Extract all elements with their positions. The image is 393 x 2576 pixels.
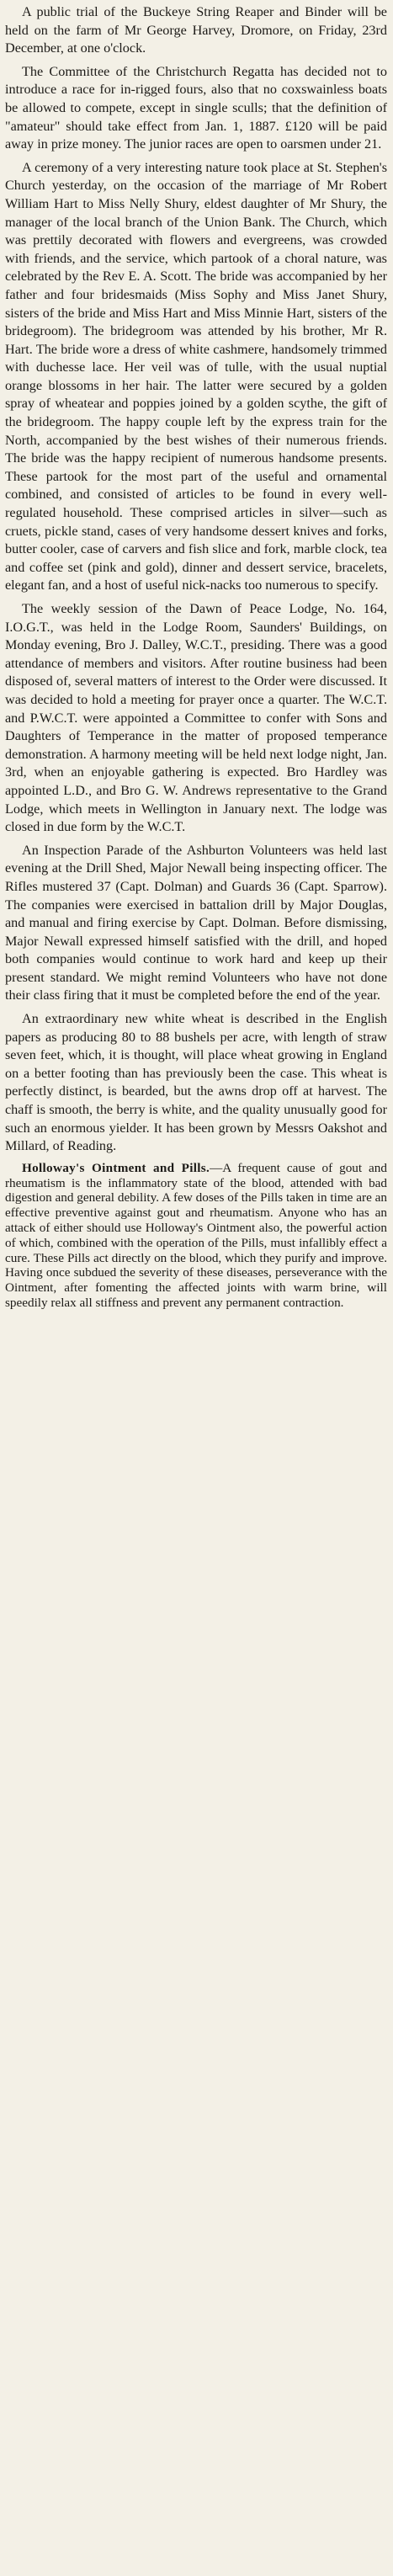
advertisement-lead: Holloway's Ointment and Pills. [22,1160,210,1175]
paragraph-lodge-session: The weekly session of the Dawn of Peace Lodge, No. 164, I.O.G.T., was held in the Lodge Room, Saunders' Buildings, on Monday evening, Bro J. Dalley, W.C.T., presiding. There was a good attendance of members and visitors. After routine business had been disposed of, several matters of interest to the Order were discussed. It was decided to hold a meeting for prayer once a quarter. The W.C.T. and P.W.C.T. were appointed a Committee to confer with Sons and Daughters of Temperance in the matter of proposed temperance demonstration. A harmony meeting will be held next lodge night, Jan. 3rd, when an enjoyable gathering is expected. Bro Hardley was appointed L.D., and Bro G. W. Andrews representative to the Grand Lodge, which meets in Wellington in January next. The lodge was closed in due form by the W.C.T. [5,601,387,835]
newspaper-column [5,3,387,1316]
advertisement-holloway [5,1161,387,1311]
paragraph-wedding: A ceremony of a very interesting nature took place at St. Stephen's Church yesterday, on the occasion of the marriage of Mr Robert William Hart to Miss Nelly Shury, eldest daughter of Mr Shury, the manager of the local branch of the Union Bank. The Church, which was prettily decorated with flowers and evergreens, was crowded with friends, and the service, which partook of a choral nature, was celebrated by the Rev E. A. Scott. The bride was accompanied by her father and four bridesmaids (Miss Sophy and Miss Janet Shury, sisters of the bride and Miss Hart and Miss Minnie Hart, sisters of the bridegroom). The bridegroom was attended by his brother, Mr R. Hart. The bride wore a dress of white cashmere, handsomely trimmed with duchesse lace. Her veil was of tulle, with the usual nuptial orange blossoms in her hair. The latter were secured by a golden spray of wheatear and poppies joined by a golden scythe, the gift of the bridegroom. The happy couple left by the express train for the North, accompanied by the best wishes of their numerous friends. The bride was the happy recipient of numerous handsome presents. These partook for the most part of the useful and ornamental combined, and consisted of articles to be found in every well-regulated household. These comprised articles in silver—such as cruets, pickle stand, cases of very handsome dessert knives and forks, butter cooler, case of carvers and fish slice and fork, marble clock, tea and coffee set (pink and gold), dinner and dessert service, bracelets, elegant fan, and a host of useful nick-nacks too numerous to specify. [5,159,387,593]
paragraph-volunteer-parade: An Inspection Parade of the Ashburton Volunteers was held last evening at the Drill Shed, Major Newall being inspecting officer. The Rifles mustered 37 (Capt. Dolman) and Guards 36 (Capt. Sparrow). The companies were exercised in battalion drill by Major Douglas, and manual and firing exercise by Capt. Dolman. Before dismissing, Major Newall expressed himself satisfied with the drill, and hoped both companies would continue to work hard and keep up their present standard. We might remind Volunteers who have not done their class firing that it must be completed before the end of the year. [5,842,387,1003]
paragraph-reaper-trial: A public trial of the Buckeye String Reaper and Binder will be held on the farm of Mr George Harvey, Dromore, on Friday, 23rd December, at one o'clock. [5,4,387,56]
paragraph-regatta: The Committee of the Christchurch Regatta has decided not to introduce a race for in-rigged fours, also that no coxswainless boats be allowed to compete, except in single sculls; that the definition of "amateur" should take effect from Jan. 1, 1887. £120 will be paid away in prize money. The junior races are open to oarsmen under 21. [5,63,387,152]
advertisement-body: —A frequent cause of gout and rheumatism is the inflammatory state of the blood, attended with bad digestion and general debility. A few doses of the Pills taken in time are an effective preventive against gout and rheumatism. Anyone who has an attack of either should use Holloway's Ointment also, the powerful action of which, combined with the operation of the Pills, must infallibly effect a cure. These Pills act directly on the blood, which they purify and improve. Having once subdued the severity of these diseases, perseverance with the Ointment, after fomenting the affected joints with warm brine, will speedily relax all stiffness and prevent any permanent contraction. [5,1160,387,1310]
paragraph-white-wheat: An extraordinary new white wheat is described in the English papers as producing 80 to 88 bushels per acre, with length of straw seven feet, which, it is thought, will place wheat growing in England on a better footing than has previously been the case. This wheat is perfectly distinct, is bearded, but the awns drop off at harvest. The chaff is smooth, the berry is white, and the quality unusually good for such an enormous yielder. It has been grown by Messrs Oakshot and Millard, of Reading. [5,1011,387,1154]
